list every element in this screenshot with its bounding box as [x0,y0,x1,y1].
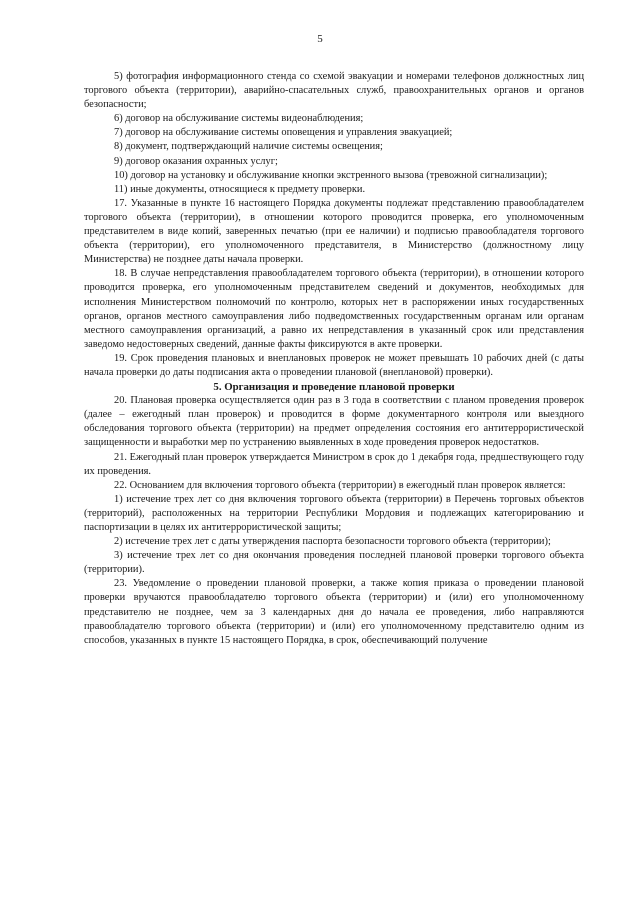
paragraph-19: 19. Срок проведения плановых и внеплановых проверок не может превышать 10 рабочих дней (с даты начала проверки до даты подписания акта о проведении плановой (внеплановой) проверки). [84,352,584,378]
paragraph-17: 17. Указанные в пункте 16 настоящего Порядка документы подлежат представлению правообладателем торгового объекта (территории), в отношении которого проводится проверка, его уполномоченным представителем в виде копий, заверенных печатью (при ее наличии) и подписью правообладателя торгового объекта (территории), его уполномоченного представителя, в Министерство (должностному лицу Министерства) не позднее даты начала проверки. [84,197,584,266]
list-item: 3) истечение трех лет со дня окончания проведения последней плановой проверки торгового объекта (территории). [84,550,584,576]
list-item: 8) документ, подтверждающий наличие системы освещения; [114,141,383,153]
list-item: 6) договор на обслуживание системы видеонаблюдения; [114,113,364,125]
paragraph-23: 23. Уведомление о проведении плановой проверки, а также копия приказа о проведении плановой проверки вручаются правообладателю торгового объекта (территории) и (или) его уполномоченному представителю не позднее, чем за 3 календарных дня до начала ее проведения, либо направляются правообладателю торгового объекта (территории) и (или) его уполномоченному представителю одним из способов, указанных в пункте 15 настоящего Порядка, в срок, обеспечивающий получение [84,578,584,646]
list-item: 11) иные документы, относящиеся к предмету проверки. [114,183,366,195]
list-item: 1) истечение трех лет со дня включения торгового объекта (территории) в Перечень торговых объектов (территорий), расположенных на территории Республики Мордовия и подлежащих категорированию и паспортизации в целях их антитеррористической защиты; [84,493,584,533]
list-item: 9) договор оказания охранных услуг; [114,155,278,167]
page-number: 5 [317,33,323,45]
paragraph-22: 22. Основанием для включения торгового объекта (территории) в ежегодный план проверок является: [114,479,566,491]
list-item: 10) договор на установку и обслуживание кнопки экстренного вызова (тревожной сигнализации); [114,169,548,181]
paragraph-20: 20. Плановая проверка осуществляется один раз в 3 года в соответствии с планом проведения проверок (далее – ежегодный план проверок) и проводится в форме документарного контроля или выездного обследования торгового объекта (территории) на предмет определения состояния его антитеррористической защищенности и выработки мер по устранению выявленных в ходе проведения проверок недостатков. [84,395,584,449]
paragraph-21: 21. Ежегодный план проверок утверждается Министром в срок до 1 декабря года, предшествующего году их проведения. [84,451,584,477]
list-item: 7) договор на обслуживание системы оповещения и управления эвакуацией; [114,127,453,139]
list-item: 5) фотография информационного стенда со схемой эвакуации и номерами телефонов должностных лиц торгового объекта (территории), аварийно-спасательных служб, правоохранительных органов и органов безопасности; [84,71,584,111]
list-item: 2) истечение трех лет с даты утверждения паспорта безопасности торгового объекта (территории); [114,536,551,548]
section-heading: 5. Организация и проведение плановой проверки [213,381,455,394]
document-body [84,70,584,648]
paragraph-18: 18. В случае непредставления правообладателем торгового объекта (территории), в отношении которого проводится проверка, его уполномоченным представителем сведений и документов, необходимых для исполнения Министерством полномочий по контролю, которых нет в распоряжении иных государственных органов, органов местного самоуправления либо подведомственных государственным органам или органам местного самоуправления организаций, а равно их непредставления в указанный срок или представления заведомо недостоверных сведений, данные факты фиксируются в акте проверки. [84,268,584,350]
